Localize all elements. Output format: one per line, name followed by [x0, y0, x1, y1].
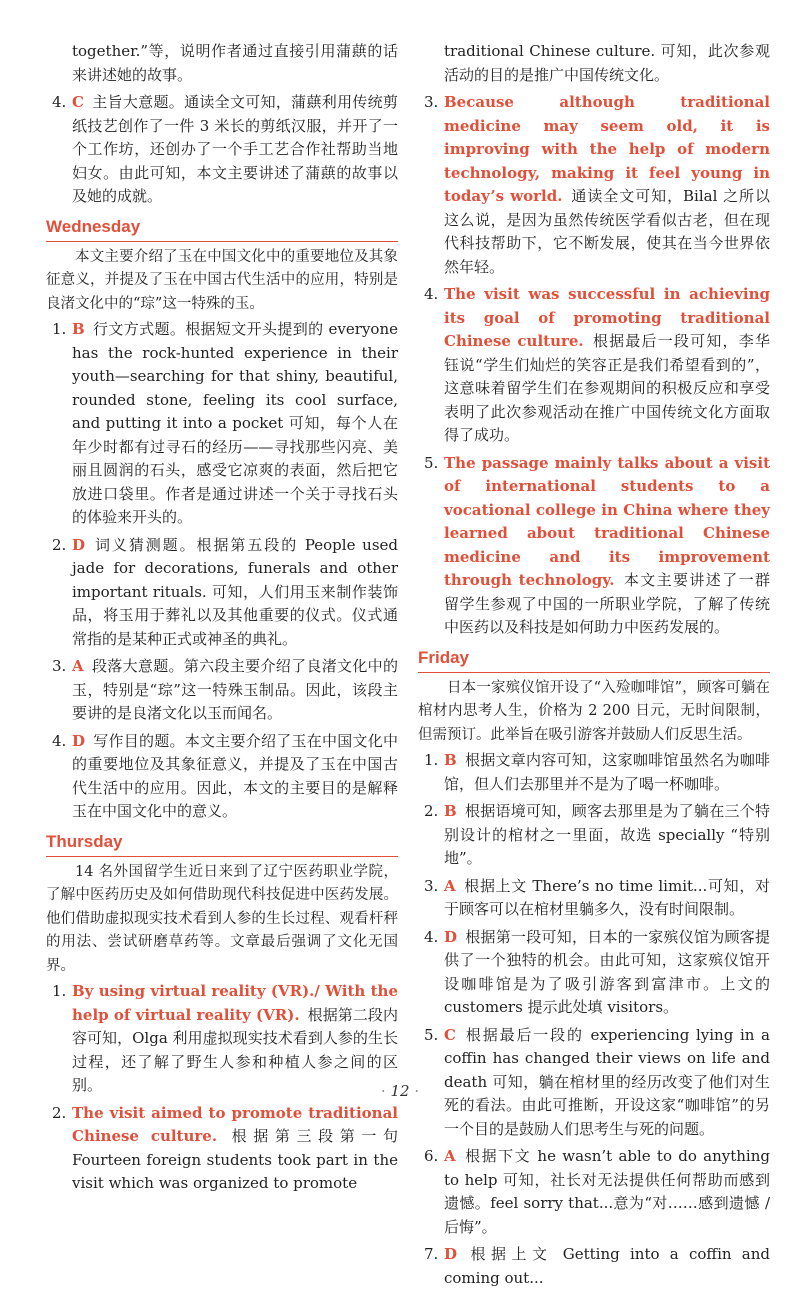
- right-column: [418, 40, 770, 1294]
- answer-item: 1. B 根据文章内容可知，这家咖啡馆虽然名为咖啡馆，但人们去那里并不是为了喝一杯咖啡。: [424, 751, 770, 793]
- page-number: · 12 ·: [380, 1082, 420, 1100]
- section-heading-thursday: Thursday: [46, 830, 398, 857]
- continued-item: together.”等，说明作者通过直接引用蒲蕻的话来讲述她的故事。: [72, 42, 398, 84]
- answer-item: 3. Because although traditional medicine may seem old, it is improving with the help of modern technology, making it feel young in today’s world. 通读全文可知，Bilal 之所以这么说，是因为虽然传统医学看似古老，但在现代科技帮助下，它不断发展，使其在当今世界依然年轻。: [424, 93, 770, 276]
- answer-item: 2. B 根据语境可知，顾客去那里是为了躺在三个特别设计的棺材之一里面，故选 specially “特别地”。: [424, 802, 770, 867]
- answer-item: 2. D 词义猜测题。根据第五段的 People used jade for decorations, funerals and other important rituals. 可知，人们用玉来制作装饰品，将玉用于葬礼以及其他重要的仪式。仪式通常指的是某种正式或神圣的典礼。: [52, 535, 398, 648]
- answer-item: 1. By using virtual reality (VR)./ With the help of virtual reality (VR). 根据第二段内容可知，Olga 利用虚拟现实技术看到人参的生长过程，还了解了野生人参和种植人参之间的区别。: [52, 982, 398, 1094]
- answer-item: 3. A 段落大意题。第六段主要介绍了良渚文化中的玉，特别是“琮”这一特殊玉制品。因此，该段主要讲的是良渚文化以玉而闻名。: [52, 657, 398, 722]
- answer-item: 3. A 根据上文 There’s no time limit...可知，对于顾客可以在棺材里躺多久，没有时间限制。: [424, 876, 770, 918]
- left-column: [46, 40, 398, 1200]
- answer-item: 4. C 主旨大意题。通读全文可知，蒲蕻利用传统剪纸技艺创作了一件 3 米长的剪纸汉服，并开了一个工作坊，还创办了一个手工艺合作社帮助当地妇女。由此可知，本文主要讲述了蒲蕻的故事以及她的成就。: [52, 93, 398, 205]
- answer-item: 4. D 写作目的题。本文主要介绍了玉在中国文化中的重要地位及其象征意义，并提及了玉在中国古代生活中的应用。因此，本文的主要目的是解释玉在中国文化中的意义。: [52, 731, 398, 820]
- answer-item: 6. A 根据下文 he wasn’t able to do anything to help 可知，社长对无法提供任何帮助而感到遗憾。feel sorry that...意为“对……感到遗憾 / 后悔”。: [424, 1147, 770, 1236]
- answer-item: 7. D 根据上文 Getting into a coffin and coming out...: [424, 1245, 770, 1287]
- answer-item: 4. D 根据第一段可知，日本的一家殡仪馆为顾客提供了一个独特的机会。由此可知，这家殡仪馆开设咖啡馆是为了吸引游客到富津市。上文的 customers 提示此处填 visitors。: [424, 927, 770, 1016]
- answer-item: 5. The passage mainly talks about a visit of international students to a vocational college in China where they learned about traditional Chinese medicine and its improvement through technology. 本文主要讲述了一群留学生参观了中国的一所职业学院，了解了传统中医药以及科技是如何助力中医药发展的。: [424, 453, 770, 636]
- continued-item: traditional Chinese culture. 可知，此次参观活动的目的是推广中国传统文化。: [444, 42, 770, 84]
- section-intro: 14 名外国留学生近日来到了辽宁医药职业学院，了解中医药历史及如何借助现代科技促进中医药发展。他们借助虚拟现实技术看到人参的生长过程、观看杆秤的用法、尝试研磨草药等。文章最后强调了文化无国界。: [46, 863, 398, 974]
- answer-item: 5. C 根据最后一段的 experiencing lying in a coffin has changed their views on life and death 可知，躺在棺材里的经历改变了他们对生死的看法。由此可推断，开设这家“咖啡馆”的另一个目的是鼓励人们思考生与死的问题。: [424, 1025, 770, 1138]
- section-intro: 本文主要介绍了玉在中国文化中的重要地位及其象征意义，并提及了玉在中国古代生活中的应用，特别是良渚文化中的“琮”这一特殊的玉。: [46, 248, 398, 312]
- answer-item: 2. The visit aimed to promote traditional Chinese culture. 根据第三段第一句 Fourteen foreign students took part in the visit which was organized to promote: [52, 1103, 398, 1192]
- section-intro: 日本一家殡仪馆开设了“入殓咖啡馆”，顾客可躺在棺材内思考人生，价格为 2 200 日元，无时间限制，但需预订。此举旨在吸引游客并鼓励人们反思生活。: [418, 679, 770, 743]
- section-heading-wednesday: Wednesday: [46, 215, 398, 242]
- section-heading-friday: Friday: [418, 646, 770, 673]
- answer-item: 4. The visit was successful in achieving its goal of promoting traditional Chinese culture. 根据最后一段可知，李华钰说“学生们灿烂的笑容正是我们希望看到的”，这意味着留学生们在参观期间的积极反应和享受表明了此次参观活动在推广中国传统文化方面取得了成功。: [424, 285, 770, 444]
- answer-item: 1. B 行文方式题。根据短文开头提到的 everyone has the rock-hunted experience in their youth—searching for that shiny, beautiful, rounded stone, feeling its cool surface, and putting it into a pocket 可知，每个人在年少时都有过寻石的经历——寻找那些闪亮、美丽且圆润的石头，感受它凉爽的表面，然后把它放进口袋里。作者是通过讲述一个关于寻找石头的体验来开头的。: [52, 320, 398, 526]
